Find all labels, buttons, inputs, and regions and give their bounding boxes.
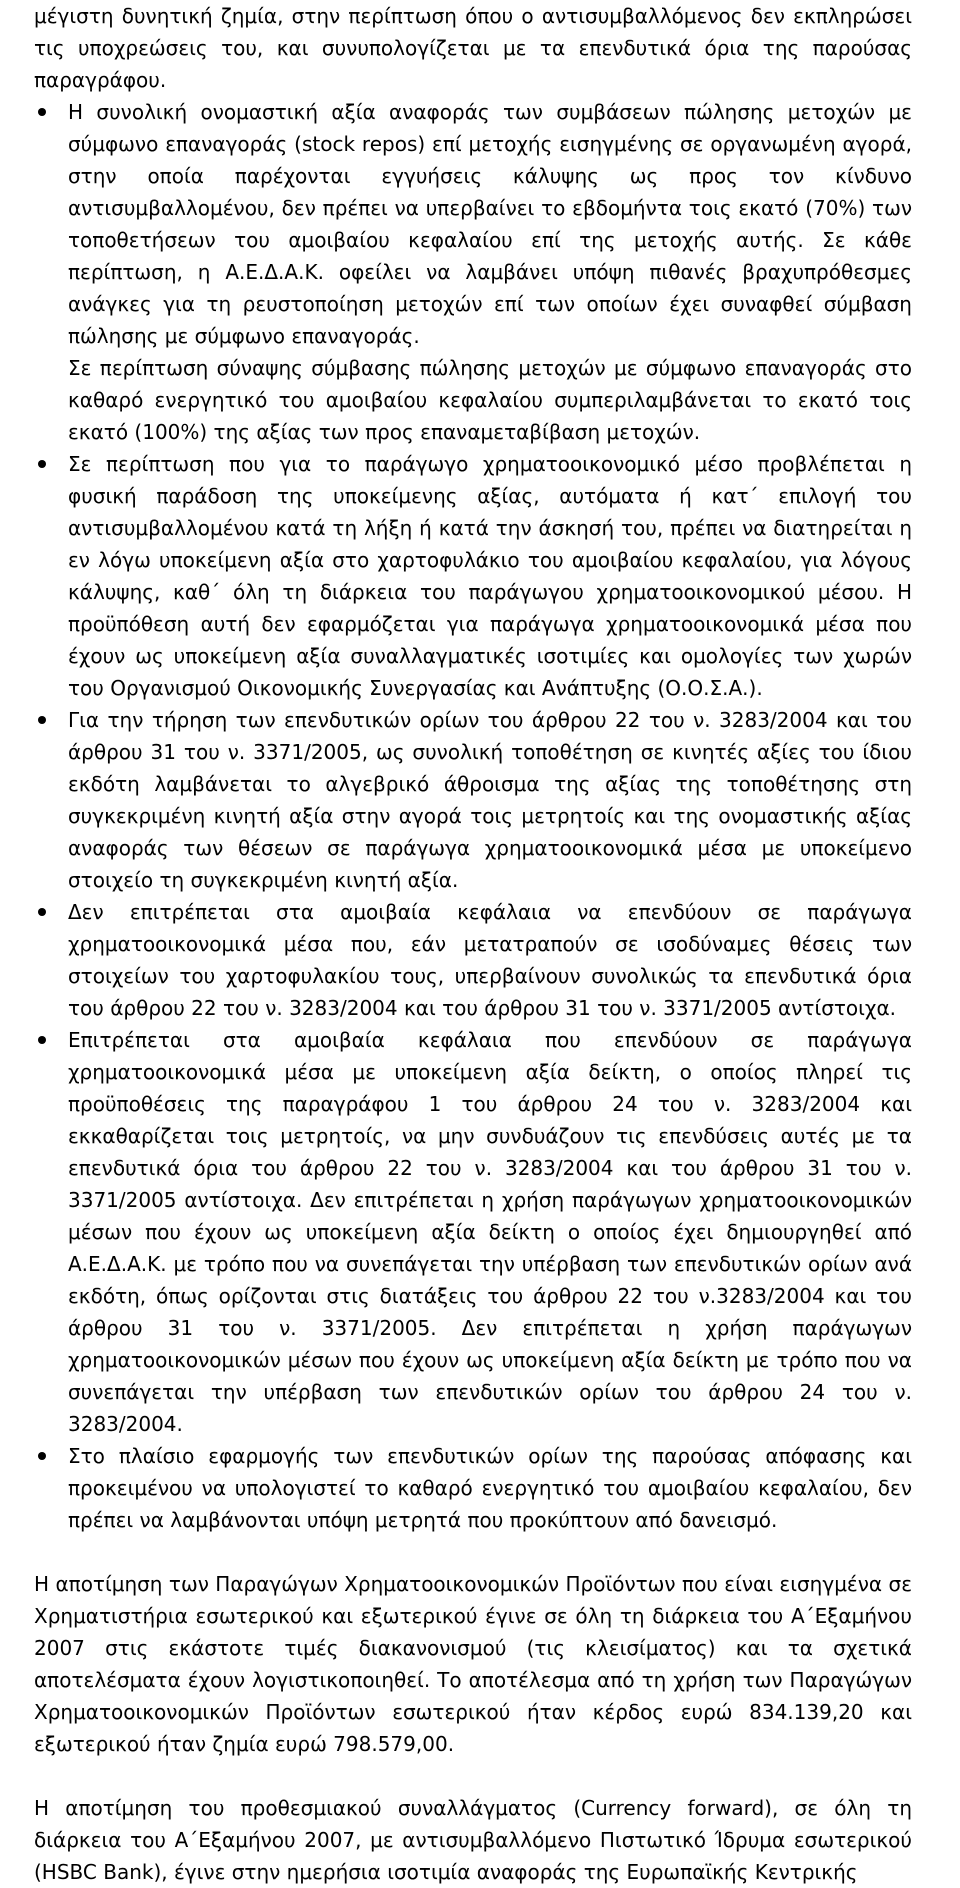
list-item-paragraph: Δεν επιτρέπεται στα αμοιβαία κεφάλαια να επενδύουν σε παράγωγα χρηματοοικονομικά μέσα που, εάν μετατραπούν σε ισοδύναμες θέσεις των στοιχείων του χαρτοφυλακίου τους, υπερβαίνουν συνολικώς τα επενδυτικά όρια του άρθρου 22 του ν. 3283/2004 και του άρθρου 31 του ν. 3371/2005 αντίστοιχα. — [68, 900, 912, 1020]
list-item — [68, 896, 912, 1024]
valuation-paragraph: Η αποτίμηση των Παραγώγων Χρηματοοικονομικών Προϊόντων που είναι εισηγμένα σε Χρηματιστήρια εσωτερικού και εξωτερικού έγινε σε όλη τη διάρκεια του Α΄Εξαμήνου 2007 στις εκάστοτε τιμές διακανονισμού (τις κλεισίματος) και τα σχετικά αποτελέσματα έχουν λογιστικοποιηθεί. Το αποτέλεσμα από τη χρήση των Παραγώγων Χρηματοοικονομικών Προϊόντων εσωτερικού ήταν κέρδος ευρώ 834.139,20 και εξωτερικού ήταν ζημία ευρώ 798.579,00. — [34, 1572, 912, 1756]
bullet-icon — [38, 108, 46, 116]
list-item-paragraph: Επιτρέπεται στα αμοιβαία κεφάλαια που επενδύουν σε παράγωγα χρηματοοικονομικά μέσα με υποκείμενη αξία δείκτη, ο οποίος πληρεί τις προϋποθέσεις της παραγράφου 1 του άρθρου 24 του ν. 3283/2004 και εκκαθαρίζεται τοις μετρητοίς, να μην συνδυάζουν τις επενδύσεις αυτές με τα επενδυτικά όρια του άρθρου 22 του ν. 3283/2004 και του άρθρου 31 του ν. 3371/2005 αντίστοιχα. Δεν επιτρέπεται η χρήση παράγωγων χρηματοοικονομικών μέσων που έχουν ως υποκείμενη αξία δείκτη ο οποίος έχει δημιουργηθεί από Α.Ε.Δ.Α.Κ. με τρόπο που να συνεπάγεται την υπέρβαση των επενδυτικών ορίων ανά εκδότη, όπως ορίζονται στις διατάξεις του άρθρου 22 του ν.3283/2004 και του άρθρου 31 του ν. 3371/2005. Δεν επιτρέπεται η χρήση παράγωγων χρηματοοικονομικών μέσων που έχουν ως υποκείμενη αξία δείκτη με τρόπο που να συνεπάγεται την υπέρβαση των επενδυτικών ορίων του άρθρου 24 του ν. 3283/2004. — [68, 1028, 912, 1436]
bullet-icon — [38, 716, 46, 724]
bullet-icon — [38, 1036, 46, 1044]
intro-continuation: μέγιστη δυνητική ζημία, στην περίπτωση όπου ο αντισυμβαλλόμενος δεν εκπληρώσει τις υποχρεώσεις του, και συνυπολογίζεται με τα επενδυτικά όρια της παρούσας παραγράφου. — [34, 4, 912, 92]
bullet-icon — [38, 460, 46, 468]
list-item — [68, 96, 912, 448]
bullet-list — [34, 96, 912, 1536]
bullet-icon — [38, 908, 46, 916]
list-item-paragraph: Στο πλαίσιο εφαρμογής των επενδυτικών ορίων της παρούσας απόφασης και προκειμένου να υπολογιστεί το καθαρό ενεργητικό του αμοιβαίου κεφαλαίου, δεν πρέπει να λαμβάνονται υπόψη μετρητά που προκύπτουν από δανεισμό. — [68, 1444, 912, 1532]
list-item-paragraph: Σε περίπτωση που για το παράγωγο χρηματοοικονομικό μέσο προβλέπεται η φυσική παράδοση της υποκείμενης αξίας, αυτόματα ή κατ΄ επιλογή του αντισυμβαλλομένου κατά τη λήξη ή κατά την άσκησή του, πρέπει να διατηρείται η εν λόγω υποκείμενη αξία στο χαρτοφυλάκιο του αμοιβαίου κεφαλαίου, για λόγους κάλυψης, καθ΄ όλη τη διάρκεια του παράγωγου χρηματοοικονομικού μέσου. Η προϋπόθεση αυτή δεν εφαρμόζεται για παράγωγα χρηματοοικονομικά μέσα που έχουν ως υποκείμενη αξία συναλλαγματικές ισοτιμίες και ομολογίες των χωρών του Οργανισμού Οικονομικής Συνεργασίας και Ανάπτυξης (Ο.Ο.Σ.Α.). — [68, 452, 912, 700]
list-item — [68, 704, 912, 896]
list-item-paragraph: Για την τήρηση των επενδυτικών ορίων του άρθρου 22 του ν. 3283/2004 και του άρθρου 31 του ν. 3371/2005, ως συνολική τοποθέτηση σε κινητές αξίες του ίδιου εκδότη λαμβάνεται το αλγεβρικό άθροισμα της αξίας της τοποθέτησης στη συγκεκριμένη κινητή αξία στην αγορά τοις μετρητοίς και της ονομαστικής αξίας αναφοράς των θέσεων σε παράγωγα χρηματοοικονομικά μέσα με υποκείμενο στοιχείο τη συγκεκριμένη κινητή αξία. — [68, 708, 912, 892]
bullet-icon — [38, 1452, 46, 1460]
list-item — [68, 448, 912, 704]
list-item — [68, 1024, 912, 1440]
list-item-paragraph: Η συνολική ονομαστική αξία αναφοράς των συμβάσεων πώλησης μετοχών με σύμφωνο επαναγοράς (stock repos) επί μετοχής εισηγμένης σε οργανωμένη αγορά, στην οποία παρέχονται εγγυήσεις κάλυψης ως προς τον κίνδυνο αντισυμβαλλομένου, δεν πρέπει να υπερβαίνει το εβδομήντα τοις εκατό (70%) των τοποθετήσεων του αμοιβαίου κεφαλαίου επί της μετοχής αυτής. Σε κάθε περίπτωση, η Α.Ε.Δ.Α.Κ. οφείλει να λαμβάνει υπόψη πιθανές βραχυπρόθεσμες ανάγκες για τη ρευστοποίηση μετοχών επί των οποίων έχει συναφθεί σύμβαση πώλησης με σύμφωνο επαναγοράς. — [68, 100, 912, 348]
list-item-paragraph: Σε περίπτωση σύναψης σύμβασης πώλησης μετοχών με σύμφωνο επαναγοράς στο καθαρό ενεργητικό του αμοιβαίου κεφαλαίου συμπεριλαμβάνεται το εκατό τοις εκατό (100%) της αξίας των προς επαναμεταβίβαση μετοχών. — [68, 356, 912, 444]
currency-paragraph: Η αποτίμηση του προθεσμιακού συναλλάγματος (Currency forward), σε όλη τη διάρκεια του Α΄Εξαμήνου 2007, με αντισυμβαλλόμενο Πιστωτικό Ίδρυμα εσωτερικού (HSBC Bank), έγινε στην ημερήσια ισοτιμία αναφοράς της Ευρωπαϊκής Κεντρικής — [34, 1796, 912, 1884]
list-item — [68, 1440, 912, 1536]
